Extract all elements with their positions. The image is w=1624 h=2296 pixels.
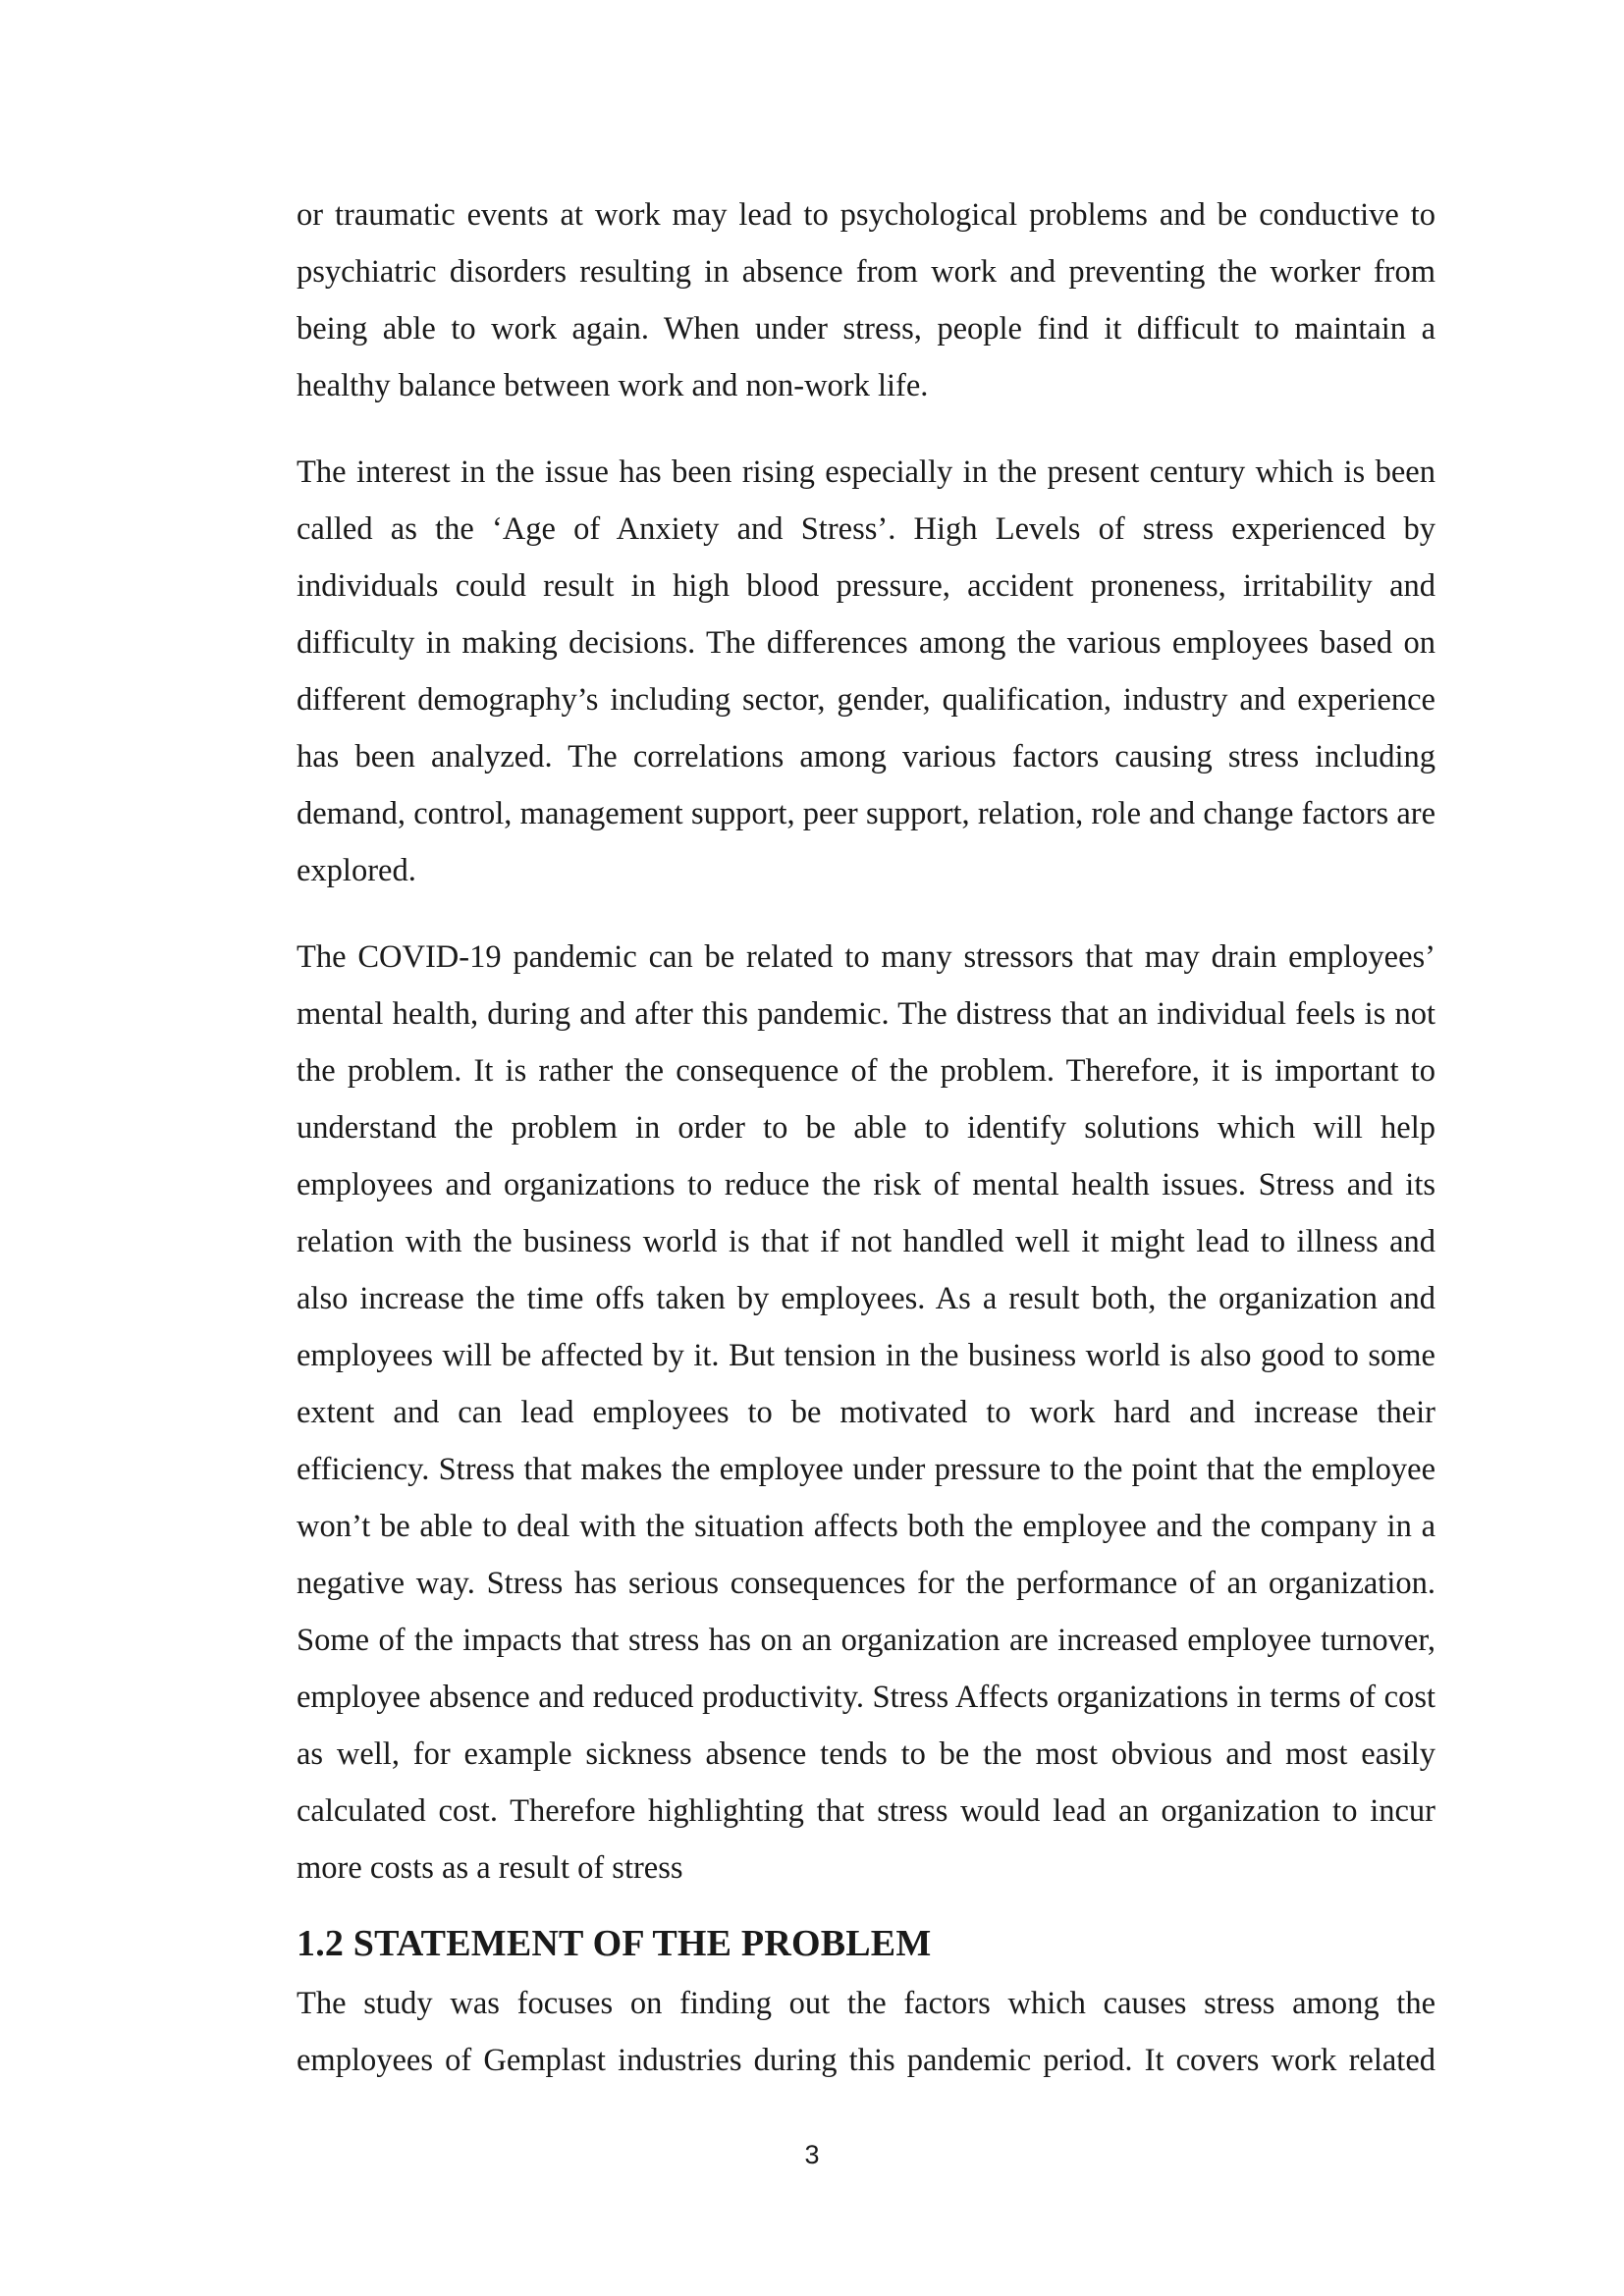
page-body [297,187,1435,2118]
section-heading: 1.2 STATEMENT OF THE PROBLEM [297,1923,932,1964]
body-paragraph: The interest in the issue has been rising especially in the present century which is been called as the ‘Age of Anxiety and Stress’. High Levels of stress experienced by individuals could result in high blood pressure, accident proneness, irritability and difficulty in making decisions. The differences among the various employees based on different demography’s including sector, gender, qualification, industry and experience has been analyzed. The correlations among various factors causing stress including demand, control, management support, peer support, relation, role and change factors are explored. [297,454,1435,888]
page-number: 3 [804,2140,820,2169]
body-paragraph: or traumatic events at work may lead to psychological problems and be conductive to psychiatric disorders resulting in absence from work and preventing the worker from being able to work again. When under stress, people find it difficult to maintain a healthy balance between work and non-work life. [297,197,1435,403]
body-paragraph: The COVID-19 pandemic can be related to many stressors that may drain employees’ mental health, during and after this pandemic. The distress that an individual feels is not the problem. It is rather the consequence of the problem. Therefore, it is important to understand the problem in order to be able to identify solutions which will help employees and organizations to reduce the risk of mental health issues. Stress and its relation with the business world is that if not handled well it might lead to illness and also increase the time offs taken by employees. As a result both, the organization and employees will be affected by it. But tension in the business world is also good to some extent and can lead employees to be motivated to work hard and increase their efficiency. Stress that makes the employee under pressure to the point that the employee won’t be able to deal with the situation affects both the employee and the company in a negative way. Stress has serious consequences for the performance of an organization. Some of the impacts that stress has on an organization are increased employee turnover, employee absence and reduced productivity. Stress Affects organizations in terms of cost as well, for example sickness absence tends to be the most obvious and most easily calculated cost. Therefore highlighting that stress would lead an organization to incur more costs as a result of stress [297,939,1435,1886]
section-paragraph: The study was focuses on finding out the factors which causes stress among the employees of Gemplast industries during this pandemic period. It covers work related [297,1986,1435,2078]
